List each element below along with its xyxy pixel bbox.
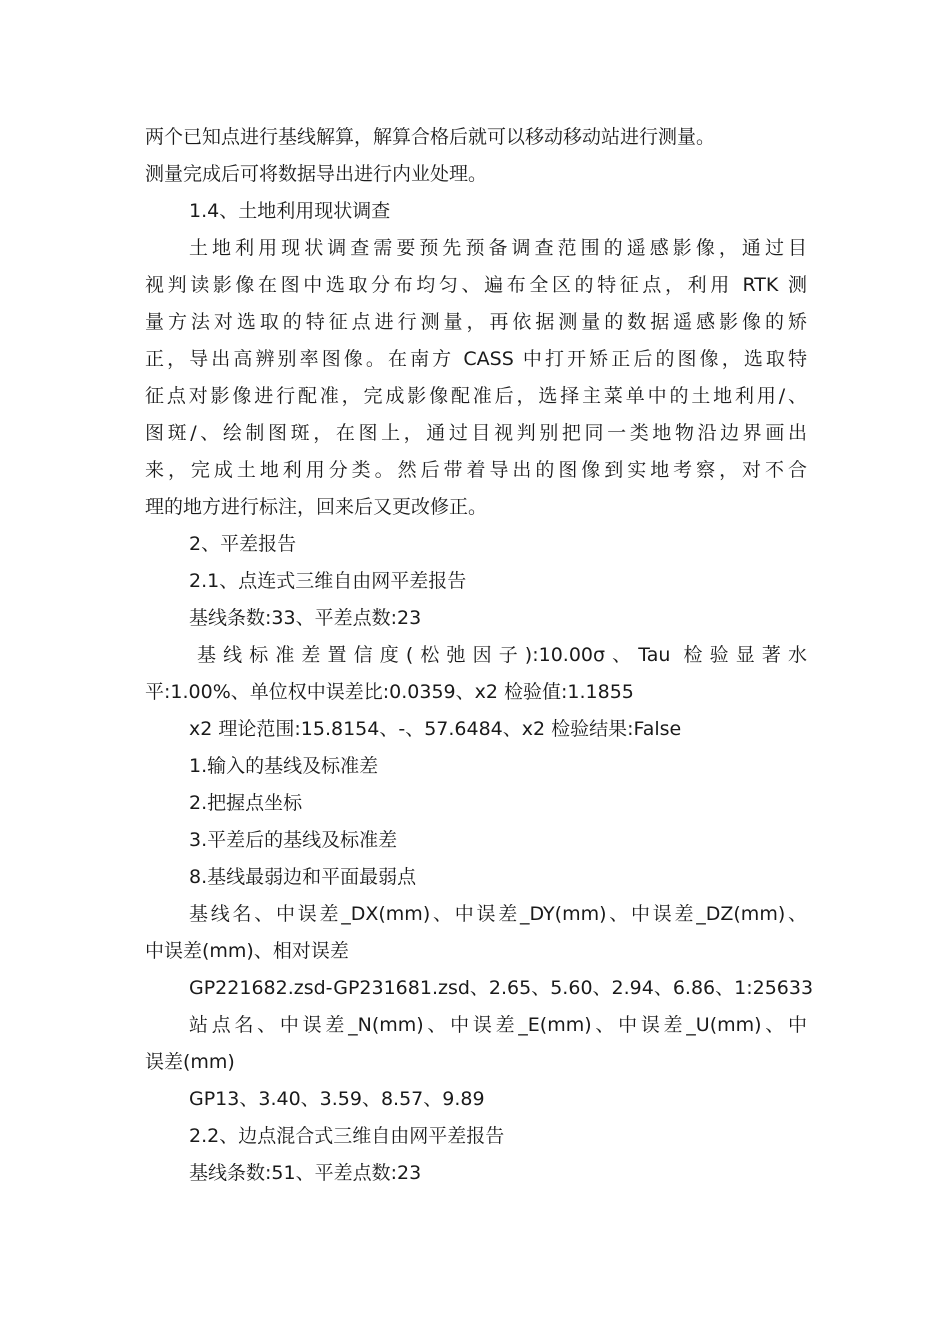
paragraph-line: 量方法对选取的特征点进行测量，再依据测量的数据遥感影像的矫 (145, 311, 807, 333)
baseline-count-2: 基线条数:51、平差点数:23 (189, 1162, 422, 1184)
paragraph-line: 征点对影像进行配准，完成影像配准后，选择主菜单中的土地利用/、 (145, 385, 807, 407)
paragraph-line: 图斑/、绘制图斑，在图上，通过目视判别把同一类地物沿边界画出 (145, 422, 807, 444)
station-table-row: GP13、3.40、3.59、8.57、9.89 (189, 1088, 485, 1110)
theory-range: x2 理论范围:15.8154、-、57.6484、x2 检验结果:False (189, 718, 682, 740)
intro-line-1: 两个已知点进行基线解算，解算合格后就可以移动移动站进行测量。 (145, 126, 716, 148)
paragraph-land-use-survey (145, 230, 807, 526)
baseline-count-1: 基线条数:33、平差点数:23 (189, 607, 422, 629)
paragraph-line: 理的地方进行标注，回来后又更改修正。 (145, 496, 488, 518)
paragraph-line: 正，导出高辨别率图像。在南方 CASS 中打开矫正后的图像，选取特 (145, 348, 807, 370)
paragraph-line: 中误差(mm)、相对误差 (145, 940, 349, 962)
list-item-2: 2.把握点坐标 (189, 792, 303, 814)
section-heading-2-2: 2.2、边点混合式三维自由网平差报告 (189, 1125, 505, 1147)
paragraph-line: 土地利用现状调查需要预先预备调查范围的遥感影像，通过目 (189, 237, 807, 259)
intro-line-2: 测量完成后可将数据导出进行内业处理。 (145, 163, 488, 185)
paragraph-line: 基线名、中误差_DX(mm)、中误差_DY(mm)、中误差_DZ(mm)、 (189, 903, 807, 925)
list-item-8: 8.基线最弱边和平面最弱点 (189, 866, 417, 888)
section-heading-2: 2、平差报告 (189, 533, 297, 555)
document-body (145, 119, 825, 1192)
section-heading-2-1: 2.1、点连式三维自由网平差报告 (189, 570, 467, 592)
paragraph-line: 来，完成土地利用分类。然后带着导出的图像到实地考察，对不合 (145, 459, 807, 481)
paragraph-line: 基线标准差置信度(松弛因子):10.00σ、Tau 检验显著水 (197, 644, 807, 666)
baseline-table-header (145, 896, 807, 970)
confidence-paragraph (145, 637, 807, 711)
station-table-header (145, 1007, 807, 1081)
baseline-table-row: GP221682.zsd-GP231681.zsd、2.65、5.60、2.94、6.86、1:25633 (189, 977, 814, 999)
paragraph-line: 视判读影像在图中选取分布均匀、遍布全区的特征点，利用 RTK 测 (145, 274, 807, 296)
paragraph-line: 站点名、中误差_N(mm)、中误差_E(mm)、中误差_U(mm)、中 (189, 1014, 807, 1036)
list-item-1: 1.输入的基线及标准差 (189, 755, 379, 777)
list-item-3: 3.平差后的基线及标准差 (189, 829, 398, 851)
paragraph-line: 平:1.00%、单位权中误差比:0.0359、x2 检验值:1.1855 (145, 681, 634, 703)
section-heading-1-4: 1.4、土地利用现状调查 (189, 200, 391, 222)
paragraph-line: 误差(mm) (145, 1051, 235, 1073)
